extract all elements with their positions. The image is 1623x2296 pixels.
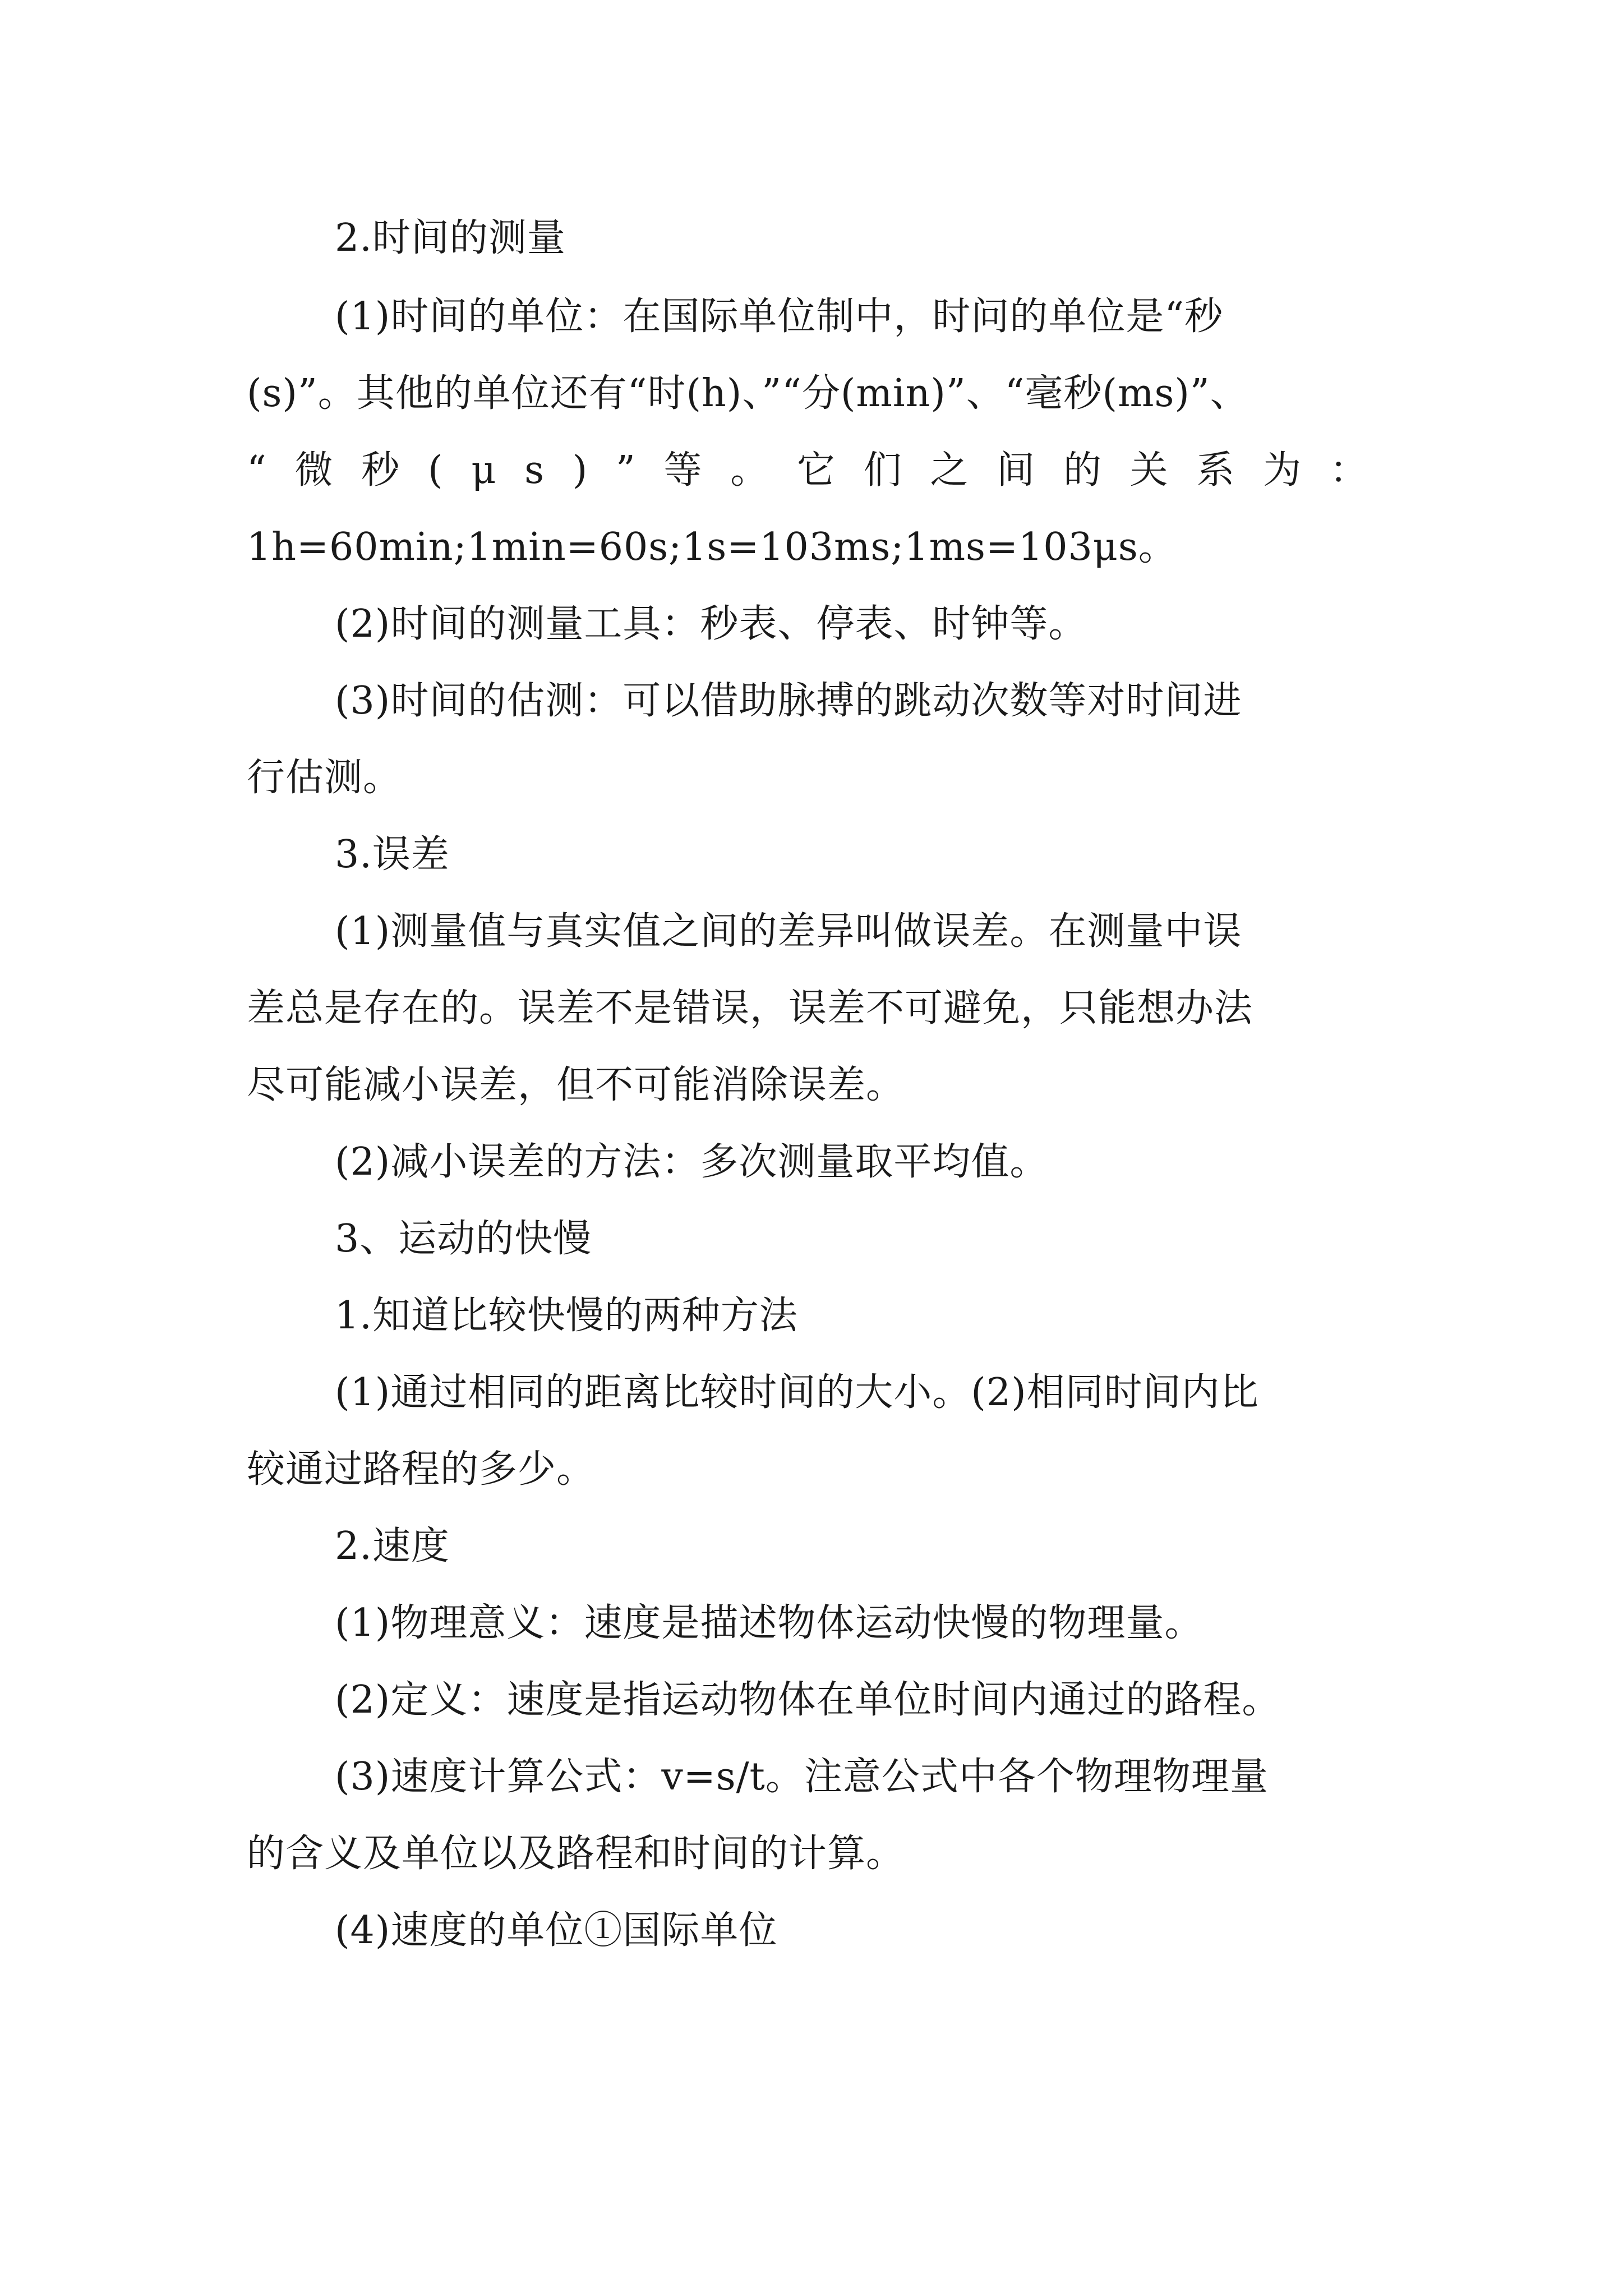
text-char: 为 bbox=[1263, 448, 1302, 493]
text-char: ： bbox=[1329, 448, 1368, 493]
paragraph-line: (3)速度计算公式：v=s/t。注意公式中各个物理物理量 bbox=[335, 1755, 1269, 1799]
paragraph-line: (1)测量值与真实值之间的差异叫做误差。在测量中误 bbox=[335, 909, 1242, 954]
text-char: “ bbox=[247, 448, 267, 493]
paragraph-line: 尽可能减小误差，但不可能消除误差。 bbox=[247, 1063, 905, 1107]
text-char: 的 bbox=[1063, 448, 1102, 493]
text-char: 它 bbox=[796, 448, 836, 493]
text-char: 秒 bbox=[361, 448, 400, 493]
text-char: 微 bbox=[294, 448, 334, 493]
text-char: ” bbox=[616, 448, 636, 493]
subheading-compare-methods: 1.知道比较快慢的两种方法 bbox=[335, 1294, 798, 1338]
heading-speed-of-motion: 3、运动的快慢 bbox=[335, 1217, 592, 1261]
text-char: 之 bbox=[930, 448, 969, 493]
paragraph-line: (1)物理意义：速度是描述物体运动快慢的物理量。 bbox=[335, 1601, 1204, 1645]
text-char: 们 bbox=[863, 448, 902, 493]
paragraph-line: 1h=60min;1min=60s;1s=103ms;1ms=103μs。 bbox=[247, 525, 1177, 569]
paragraph-line: (s)”。其他的单位还有“时(h)、”“分(min)”、“毫秒(ms)”、 bbox=[247, 371, 1249, 416]
paragraph-line-justified bbox=[247, 445, 1368, 496]
text-char: 间 bbox=[997, 448, 1036, 493]
text-char: 关 bbox=[1129, 448, 1169, 493]
heading-time-measurement: 2.时间的测量 bbox=[335, 216, 566, 260]
paragraph-line: (3)时间的估测：可以借助脉搏的跳动次数等对时间进 bbox=[335, 679, 1242, 723]
text-char: s bbox=[524, 448, 545, 493]
paragraph-line: 较通过路程的多少。 bbox=[247, 1447, 596, 1492]
text-char: μ bbox=[471, 448, 497, 493]
paragraph-line: (4)速度的单位①国际单位 bbox=[335, 1908, 778, 1953]
paragraph-line: 行估测。 bbox=[247, 756, 402, 800]
paragraph-line: 差总是存在的。误差不是错误，误差不可避免，只能想办法 bbox=[247, 986, 1253, 1030]
paragraph-line: (2)减小误差的方法：多次测量取平均值。 bbox=[335, 1140, 1049, 1184]
paragraph-line: (1)时间的单位：在国际单位制中，时问的单位是“秒 bbox=[335, 295, 1224, 339]
heading-speed: 2.速度 bbox=[335, 1524, 450, 1568]
text-char: 等 bbox=[663, 448, 703, 493]
text-char: 。 bbox=[730, 448, 769, 493]
paragraph-line: 的含义及单位以及路程和时间的计算。 bbox=[247, 1832, 905, 1876]
text-char: 系 bbox=[1196, 448, 1235, 493]
paragraph-line: (2)定义：速度是指运动物体在单位时间内通过的路程。 bbox=[335, 1678, 1281, 1722]
text-char: ) bbox=[572, 448, 588, 493]
paragraph-line: (1)通过相同的距离比较时间的大小。(2)相同时间内比 bbox=[335, 1370, 1259, 1415]
text-char: ( bbox=[427, 448, 444, 493]
heading-error: 3.误差 bbox=[335, 832, 450, 877]
paragraph-line: (2)时间的测量工具：秒表、停表、时钟等。 bbox=[335, 602, 1087, 646]
